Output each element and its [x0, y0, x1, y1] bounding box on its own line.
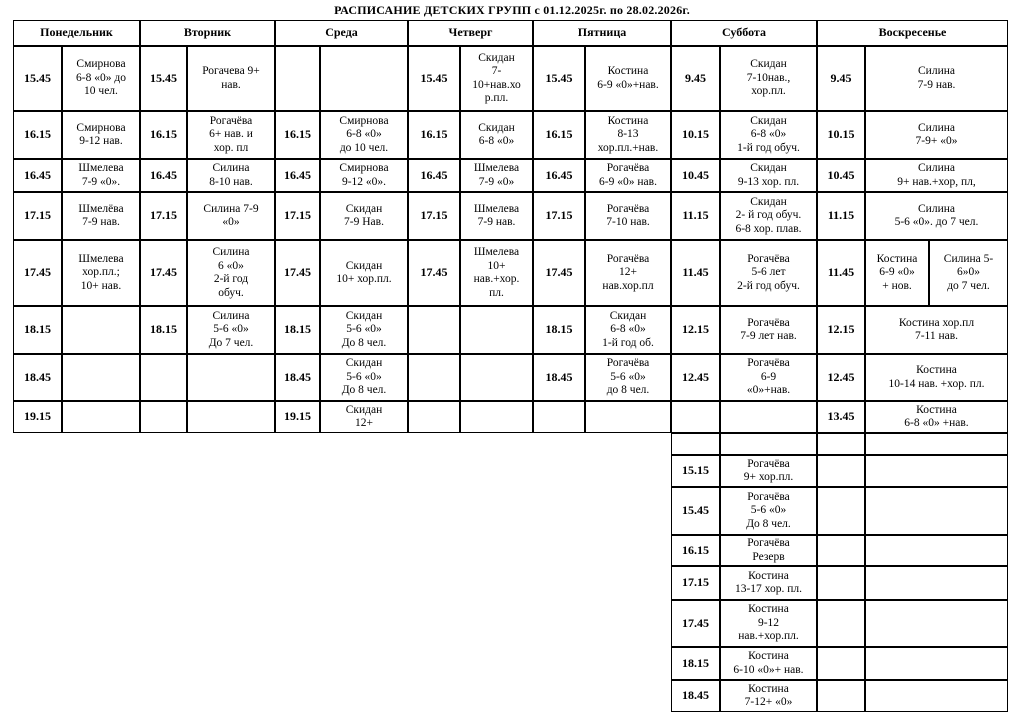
time-cell: 9.45	[671, 46, 720, 111]
group-cell	[460, 306, 533, 354]
group-cell: Рогачёва 7-10 нав.	[585, 192, 671, 240]
page-title: РАСПИСАНИЕ ДЕТСКИХ ГРУПП с 01.12.2025г. по 28.02.2026г.	[334, 3, 690, 17]
time-cell: 16.15	[13, 111, 62, 159]
group-cell	[320, 46, 408, 111]
group-cell: Костина 13-17 хор. пл.	[720, 566, 817, 600]
group-cell: Силина 5- 6»0» до 7 чел.	[929, 240, 1008, 306]
group-cell	[62, 354, 140, 401]
group-cell	[865, 566, 1008, 600]
group-cell	[865, 600, 1008, 647]
group-cell	[62, 401, 140, 433]
time-cell: 17.15	[140, 192, 187, 240]
time-cell: 18.45	[13, 354, 62, 401]
time-cell: 15.45	[140, 46, 187, 111]
time-cell: 15.45	[533, 46, 585, 111]
time-cell	[408, 306, 460, 354]
group-cell: Силина 7-9 нав.	[865, 46, 1008, 111]
time-cell: 16.15	[533, 111, 585, 159]
time-cell	[275, 46, 320, 111]
group-cell: Шмелёва 7-9 нав.	[62, 192, 140, 240]
group-cell	[865, 433, 1008, 455]
group-cell: Рогачёва 6+ нав. и хор. пл	[187, 111, 275, 159]
time-cell: 10.45	[671, 159, 720, 192]
time-cell: 18.45	[533, 354, 585, 401]
time-cell: 18.15	[140, 306, 187, 354]
time-cell	[817, 487, 865, 535]
time-cell: 16.45	[533, 159, 585, 192]
time-cell	[817, 680, 865, 712]
group-cell: Шмелева 10+ нав.+хор. пл.	[460, 240, 533, 306]
group-cell: Рогачёва 6-9 «0» нав.	[585, 159, 671, 192]
day-header: Пятница	[533, 20, 671, 46]
time-cell: 11.45	[817, 240, 865, 306]
group-cell: Рогачёва 9+ хор.пл.	[720, 455, 817, 487]
time-cell: 19.15	[13, 401, 62, 433]
group-cell: Костина 7-12+ «0»	[720, 680, 817, 712]
time-cell: 18.15	[533, 306, 585, 354]
group-cell: Скидан 12+	[320, 401, 408, 433]
group-cell	[865, 680, 1008, 712]
time-cell	[817, 535, 865, 566]
time-cell: 15.45	[408, 46, 460, 111]
group-cell: Смирнова 6-8 «0» до 10 чел.	[62, 46, 140, 111]
time-cell: 17.15	[671, 566, 720, 600]
group-cell	[460, 354, 533, 401]
group-cell: Костина 8-13 хор.пл.+нав.	[585, 111, 671, 159]
time-cell: 18.15	[671, 647, 720, 680]
group-cell: Скидан 2- й год обуч. 6-8 хор. плав.	[720, 192, 817, 240]
time-cell: 10.45	[817, 159, 865, 192]
group-cell: Силина 6 «0» 2-й год обуч.	[187, 240, 275, 306]
group-cell	[460, 401, 533, 433]
group-cell: Скидан 5-6 «0» До 8 чел.	[320, 354, 408, 401]
day-header: Суббота	[671, 20, 817, 46]
group-cell	[720, 401, 817, 433]
group-cell	[720, 433, 817, 455]
group-cell: Рогачёва 5-6 «0» До 8 чел.	[720, 487, 817, 535]
day-header: Вторник	[140, 20, 275, 46]
time-cell: 16.15	[408, 111, 460, 159]
group-cell: Скидан 6-8 «0» 1-й год обуч.	[720, 111, 817, 159]
group-cell: Костина хор.пл 7-11 нав.	[865, 306, 1008, 354]
group-cell: Рогачёва 5-6 «0» до 8 чел.	[585, 354, 671, 401]
group-cell: Смирнова 6-8 «0» до 10 чел.	[320, 111, 408, 159]
time-cell	[408, 401, 460, 433]
time-cell: 12.15	[671, 306, 720, 354]
group-cell: Скидан 9-13 хор. пл.	[720, 159, 817, 192]
time-cell: 19.15	[275, 401, 320, 433]
time-cell: 9.45	[817, 46, 865, 111]
group-cell: Скидан 7-10нав., хор.пл.	[720, 46, 817, 111]
time-cell	[533, 401, 585, 433]
time-cell: 17.15	[275, 192, 320, 240]
time-cell: 11.45	[671, 240, 720, 306]
group-cell: Скидан 6-8 «0»	[460, 111, 533, 159]
group-cell: Скидан 7-9 Нав.	[320, 192, 408, 240]
group-cell: Шмелева 7-9 «0»	[460, 159, 533, 192]
time-cell: 16.15	[140, 111, 187, 159]
group-cell: Рогачёва 7-9 лет нав.	[720, 306, 817, 354]
group-cell: Шмелева 7-9 нав.	[460, 192, 533, 240]
time-cell: 16.45	[140, 159, 187, 192]
time-cell: 17.45	[533, 240, 585, 306]
time-cell: 16.15	[671, 535, 720, 566]
time-cell	[817, 455, 865, 487]
time-cell	[140, 401, 187, 433]
time-cell: 13.45	[817, 401, 865, 433]
time-cell: 16.45	[13, 159, 62, 192]
time-cell	[140, 354, 187, 401]
group-cell	[865, 647, 1008, 680]
time-cell: 18.15	[13, 306, 62, 354]
time-cell: 18.15	[275, 306, 320, 354]
time-cell: 17.15	[13, 192, 62, 240]
time-cell	[817, 433, 865, 455]
time-cell: 10.15	[671, 111, 720, 159]
group-cell: Рогачёва 6-9 «0»+нав.	[720, 354, 817, 401]
group-cell: Смирнова 9-12 «0».	[320, 159, 408, 192]
time-cell: 10.15	[817, 111, 865, 159]
time-cell	[671, 401, 720, 433]
time-cell: 12.15	[817, 306, 865, 354]
group-cell: Костина 9-12 нав.+хор.пл.	[720, 600, 817, 647]
group-cell: Силина 5-6 «0» До 7 чел.	[187, 306, 275, 354]
time-cell: 15.15	[671, 455, 720, 487]
time-cell: 11.15	[671, 192, 720, 240]
day-header: Понедельник	[13, 20, 140, 46]
time-cell: 11.15	[817, 192, 865, 240]
group-cell: Костина 6-8 «0» +нав.	[865, 401, 1008, 433]
time-cell	[817, 600, 865, 647]
group-cell: Скидан 7- 10+нав.хо р.пл.	[460, 46, 533, 111]
group-cell: Силина 9+ нав.+хор, пл,	[865, 159, 1008, 192]
time-cell: 16.15	[275, 111, 320, 159]
time-cell	[408, 354, 460, 401]
group-cell: Скидан 6-8 «0» 1-й год об.	[585, 306, 671, 354]
group-cell: Силина 7-9 «0»	[187, 192, 275, 240]
time-cell: 18.45	[275, 354, 320, 401]
group-cell: Скидан 5-6 «0» До 8 чел.	[320, 306, 408, 354]
group-cell	[187, 401, 275, 433]
time-cell: 17.45	[140, 240, 187, 306]
time-cell: 15.45	[671, 487, 720, 535]
time-cell: 15.45	[13, 46, 62, 111]
group-cell: Шмелева хор.пл.; 10+ нав.	[62, 240, 140, 306]
group-cell: Шмелева 7-9 «0».	[62, 159, 140, 192]
group-cell	[585, 401, 671, 433]
time-cell: 17.15	[533, 192, 585, 240]
group-cell: Рогачёва Резерв	[720, 535, 817, 566]
group-cell: Смирнова 9-12 нав.	[62, 111, 140, 159]
time-cell: 17.45	[408, 240, 460, 306]
time-cell: 16.45	[275, 159, 320, 192]
group-cell: Силина 7-9+ «0»	[865, 111, 1008, 159]
group-cell: Скидан 10+ хор.пл.	[320, 240, 408, 306]
time-cell	[671, 433, 720, 455]
group-cell	[62, 306, 140, 354]
time-cell	[817, 566, 865, 600]
time-cell	[817, 647, 865, 680]
day-header: Среда	[275, 20, 408, 46]
group-cell: Рогачёва 12+ нав.хор.пл	[585, 240, 671, 306]
time-cell: 16.45	[408, 159, 460, 192]
group-cell	[187, 354, 275, 401]
group-cell: Рогачёва 5-6 лет 2-й год обуч.	[720, 240, 817, 306]
time-cell: 17.45	[13, 240, 62, 306]
group-cell: Костина 6-9 «0» + нов.	[865, 240, 929, 306]
group-cell: Силина 5-6 «0». до 7 чел.	[865, 192, 1008, 240]
day-header: Четверг	[408, 20, 533, 46]
group-cell: Силина 8-10 нав.	[187, 159, 275, 192]
time-cell: 18.45	[671, 680, 720, 712]
group-cell: Костина 6-9 «0»+нав.	[585, 46, 671, 111]
time-cell: 17.15	[408, 192, 460, 240]
time-cell: 12.45	[817, 354, 865, 401]
group-cell: Костина 6-10 «0»+ нав.	[720, 647, 817, 680]
day-header: Воскресенье	[817, 20, 1008, 46]
time-cell: 12.45	[671, 354, 720, 401]
group-cell: Рогачева 9+ нав.	[187, 46, 275, 111]
group-cell: Костина 10-14 нав. +хор. пл.	[865, 354, 1008, 401]
group-cell	[865, 487, 1008, 535]
group-cell	[865, 455, 1008, 487]
group-cell	[865, 535, 1008, 566]
time-cell: 17.45	[671, 600, 720, 647]
time-cell: 17.45	[275, 240, 320, 306]
